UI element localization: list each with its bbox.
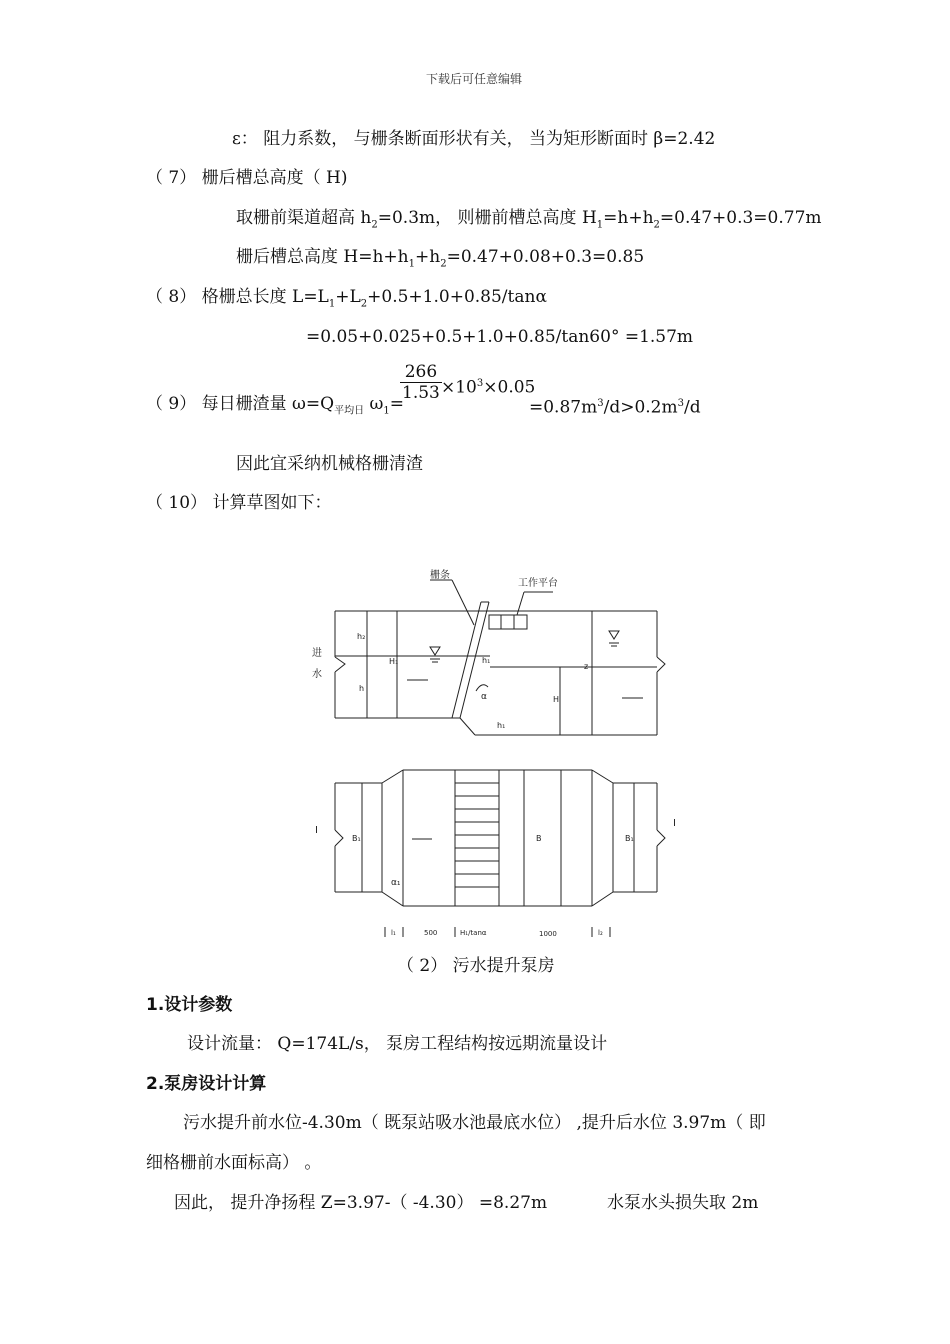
- item-7-line-b: 栅后槽总高度 $H=h+h_1+h_2=0.47+0.08+0.3=0.85$: [236, 247, 645, 270]
- dim-h1-tan: H₁/tanα: [460, 929, 487, 937]
- label-alpha: α: [481, 692, 487, 702]
- label-h2: h₂: [357, 632, 366, 641]
- item-8-line-b: =0.05+0.025+0.5+1.0+0.85/tan60° =1.57m: [306, 327, 694, 347]
- item-7-title: （ 7） 栅后槽总高度（ H): [146, 168, 348, 188]
- label-H: H: [553, 695, 560, 704]
- section-1-title: 1.设计参数: [146, 995, 233, 1015]
- item-9-fraction: [400, 362, 442, 403]
- plan-labels: [315, 818, 676, 938]
- section-2-title: 2.泵房设计计算: [146, 1074, 267, 1094]
- item-10-title: （ 10） 计算草图如下：: [146, 493, 332, 513]
- dim-500: 500: [424, 929, 438, 937]
- section-2-para-2b: 水泵水头损失取 2m: [607, 1193, 759, 1213]
- label-B1-right: B₁: [625, 834, 634, 843]
- label-B1-left: B₁: [352, 834, 361, 843]
- label-platform: 工作平台: [518, 578, 558, 589]
- label-inflow-1: 进: [312, 648, 322, 659]
- label-B: B: [536, 834, 542, 843]
- fraction-denominator: 1.53: [402, 383, 440, 403]
- label-H1: H₁: [389, 657, 399, 666]
- pump-house-heading: （ 2） 污水提升泵房: [397, 956, 555, 976]
- conclusion-line: 因此宜采纳机械格栅清渣: [236, 454, 423, 474]
- dim-l1: l₁: [391, 929, 396, 937]
- label-h1: h₁: [482, 656, 491, 665]
- page-header: 下载后可任意编辑: [426, 72, 523, 86]
- dim-l2: l₂: [598, 929, 603, 937]
- screen-sketch-diagram: [0, 560, 950, 980]
- item-9-result: $=0.87m^3/d>0.2m^3/d$: [529, 397, 701, 418]
- elevation-view: [335, 580, 665, 735]
- plan-view: [335, 770, 665, 937]
- label-inflow-2: 水: [312, 669, 322, 680]
- label-bars: 栅条: [430, 570, 450, 581]
- item-8-title: （ 8） 格栅总长度 $L=L_1+L_2+0.5+1.0+0.85$/tanα: [146, 287, 547, 310]
- label-h: h: [359, 684, 365, 693]
- item-9-multiplier: $\times 10^3\times 0.05$: [441, 377, 536, 398]
- label-section-I-left: I: [315, 825, 318, 836]
- fraction-numerator: 266: [404, 362, 438, 382]
- label-alpha1: α₁: [391, 878, 401, 888]
- label-section-I-right: I: [673, 818, 676, 829]
- section-2-para-2a: 因此， 提升净扬程 Z=3.97-（ -4.30） =8.27m: [174, 1193, 548, 1213]
- label-z: z: [584, 662, 589, 671]
- epsilon-line: ε： 阻力系数， 与栅条断面形状有关， 当为矩形断面时 β=2.42: [232, 129, 716, 149]
- item-7-line-a: 取栅前渠道超高 $h_2=0.3m$， 则栅前槽总高度 $H_1=h+h_2=0.47+0.3=0.77m$: [236, 208, 822, 231]
- section-2-para-1a: 污水提升前水位-4.30m（ 既泵站吸水池最底水位） ,提升后水位 3.97m（ 即: [183, 1113, 766, 1133]
- dim-1000: 1000: [539, 930, 557, 938]
- section-1-body: 设计流量： Q=174L/s， 泵房工程结构按远期流量设计: [187, 1034, 608, 1054]
- item-9-line: （ 9） 每日栅渣量 $\omega=Q_{平均日}$ $\omega_1=$: [146, 394, 404, 417]
- section-2-para-1b: 细格栅前水面标高） 。: [146, 1153, 322, 1173]
- label-h1-bottom: h₁: [497, 721, 506, 730]
